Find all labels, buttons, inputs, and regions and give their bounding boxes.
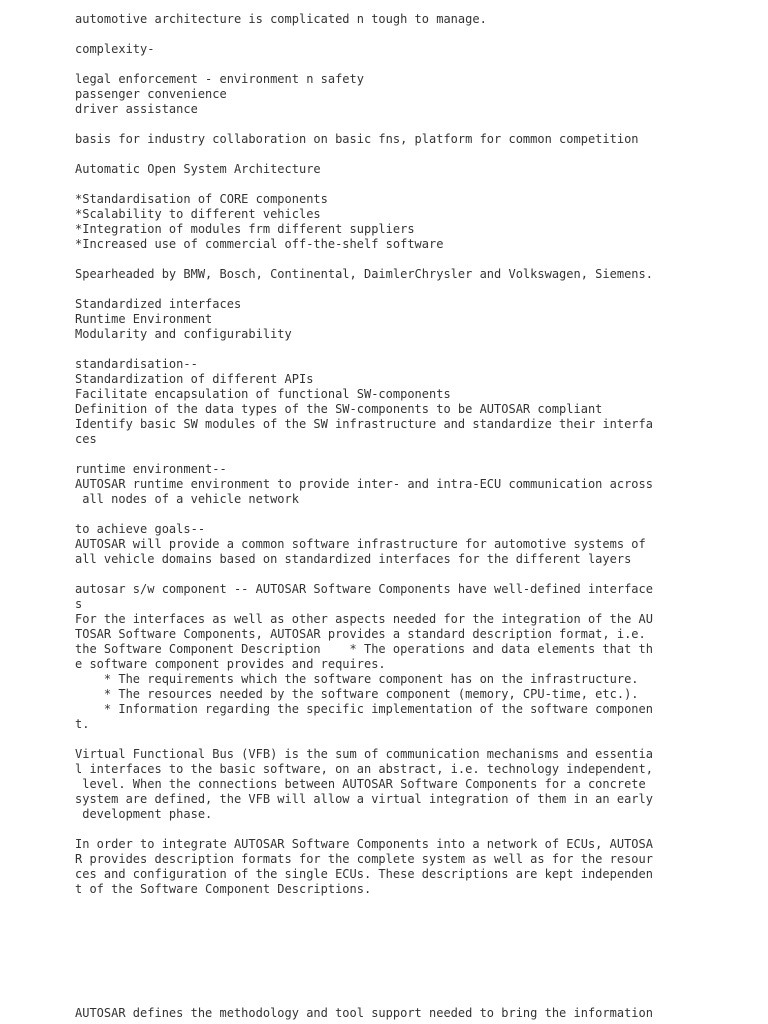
text-line: * The requirements which the software component has on the infrastructure. xyxy=(75,672,639,686)
text-line: * Information regarding the specific implementation of the software componen xyxy=(75,702,653,716)
blank-line xyxy=(75,342,755,357)
text-line: e software component provides and requires. xyxy=(75,657,386,671)
text-line: automotive architecture is complicated n tough to manage. xyxy=(75,12,487,26)
text-line: *Increased use of commercial off-the-shelf software xyxy=(75,237,444,251)
bottom-text-line: AUTOSAR defines the methodology and tool support needed to bring the information xyxy=(75,1006,653,1020)
text-line: Spearheaded by BMW, Bosch, Continental, DaimlerChrysler and Volkswagen, Siemens. xyxy=(75,267,653,281)
text-line: *Integration of modules frm different suppliers xyxy=(75,222,415,236)
text-line: level. When the connections between AUTOSAR Software Components for a concrete xyxy=(75,777,646,791)
text-line: development phase. xyxy=(75,807,213,821)
blank-line xyxy=(75,177,755,192)
text-line: Standardization of different APIs xyxy=(75,372,314,386)
text-line: the Software Component Description * The operations and data elements that th xyxy=(75,642,653,656)
text-line: all nodes of a vehicle network xyxy=(75,492,299,506)
blank-line xyxy=(75,732,755,747)
text-line: Facilitate encapsulation of functional SW-components xyxy=(75,387,451,401)
text-line: Definition of the data types of the SW-components to be AUTOSAR compliant xyxy=(75,402,603,416)
text-line: R provides description formats for the complete system as well as for the resour xyxy=(75,852,653,866)
text-line: TOSAR Software Components, AUTOSAR provides a standard description format, i.e. xyxy=(75,627,646,641)
text-line: AUTOSAR will provide a common software infrastructure for automotive systems of xyxy=(75,537,646,551)
text-line: legal enforcement - environment n safety xyxy=(75,72,364,86)
text-line: * The resources needed by the software component (memory, CPU-time, etc.). xyxy=(75,687,639,701)
blank-line xyxy=(75,822,755,837)
text-line: to achieve goals-- xyxy=(75,522,206,536)
blank-line xyxy=(75,117,755,132)
text-line: Automatic Open System Architecture xyxy=(75,162,321,176)
blank-line xyxy=(75,567,755,582)
text-document xyxy=(75,12,755,897)
text-line: For the interfaces as well as other aspects needed for the integration of the AU xyxy=(75,612,653,626)
text-line: system are defined, the VFB will allow a virtual integration of them in an early xyxy=(75,792,653,806)
blank-line xyxy=(75,282,755,297)
text-line: t of the Software Component Descriptions. xyxy=(75,882,372,896)
text-line: all vehicle domains based on standardized interfaces for the different layers xyxy=(75,552,632,566)
text-line: basis for industry collaboration on basic fns, platform for common competition xyxy=(75,132,639,146)
text-line: *Standardisation of CORE components xyxy=(75,192,328,206)
blank-line xyxy=(75,447,755,462)
text-line: autosar s/w component -- AUTOSAR Software Components have well-defined interface xyxy=(75,582,653,596)
text-line: passenger convenience xyxy=(75,87,227,101)
text-line: In order to integrate AUTOSAR Software Components into a network of ECUs, AUTOSA xyxy=(75,837,653,851)
blank-line xyxy=(75,147,755,162)
text-line: l interfaces to the basic software, on an abstract, i.e. technology independent, xyxy=(75,762,653,776)
text-line: s xyxy=(75,597,83,611)
text-line: Modularity and configurability xyxy=(75,327,292,341)
text-line: driver assistance xyxy=(75,102,198,116)
text-line: ces and configuration of the single ECUs. These descriptions are kept independen xyxy=(75,867,653,881)
text-line: runtime environment-- xyxy=(75,462,227,476)
text-line: ces xyxy=(75,432,97,446)
blank-line xyxy=(75,27,755,42)
text-line: Runtime Environment xyxy=(75,312,213,326)
text-line: Standardized interfaces xyxy=(75,297,242,311)
text-line: standardisation-- xyxy=(75,357,198,371)
text-line: Identify basic SW modules of the SW infrastructure and standardize their interfa xyxy=(75,417,653,431)
blank-line xyxy=(75,507,755,522)
text-line: t. xyxy=(75,717,90,731)
blank-line xyxy=(75,57,755,72)
blank-line xyxy=(75,252,755,267)
text-line: AUTOSAR runtime environment to provide inter- and intra-ECU communication across xyxy=(75,477,653,491)
text-line: complexity- xyxy=(75,42,155,56)
text-line: *Scalability to different vehicles xyxy=(75,207,321,221)
text-line: Virtual Functional Bus (VFB) is the sum of communication mechanisms and essentia xyxy=(75,747,653,761)
